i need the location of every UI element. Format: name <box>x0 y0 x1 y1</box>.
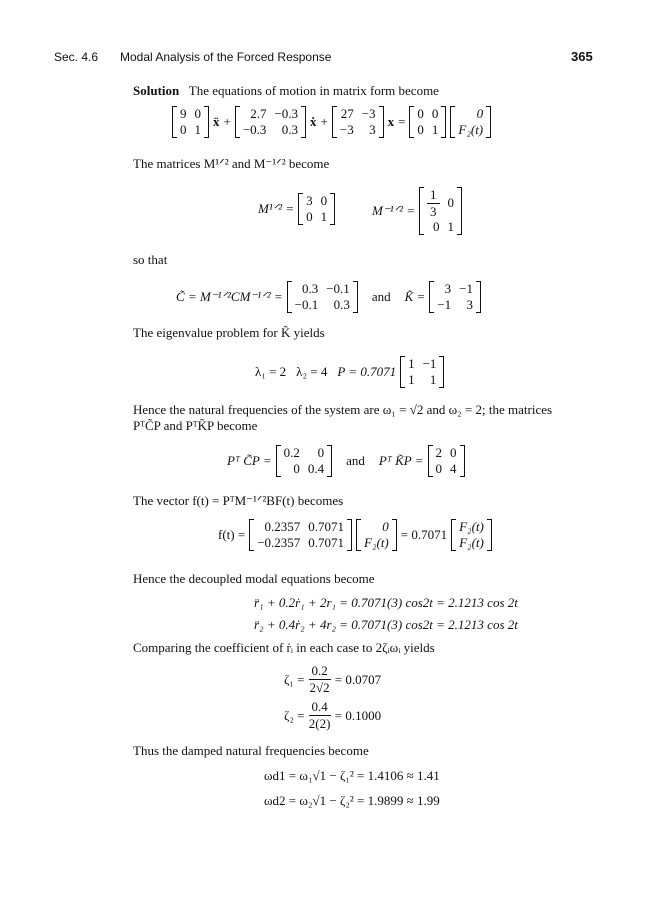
modal-equation-2: r̈₂ + 0.4ṙ₂ + 4r₂ = 0.7071(3) cos2t = 2.1213 cos 2t <box>254 617 518 632</box>
solution-line <box>133 84 439 97</box>
matrices-text: The matrices M¹ᐟ² and M⁻¹ᐟ² become <box>133 156 330 171</box>
compare-text: Comparing the coefficient of ṙᵢ in each case to 2ζᵢωᵢ yields <box>133 640 435 655</box>
m-inv-half-matrix: $\frac{1}{3}$ 0 0 1 <box>419 187 462 235</box>
damped-text: Thus the damped natural frequencies become <box>133 743 369 758</box>
eigenvalue-equation: λ₁ = 2 λ₂ = 4 P = 0.7071 1 −1 1 1 <box>255 356 444 388</box>
damped-frequency-1: ωd1 = ω₁√1 − ζ₁² = 1.4106 ≈ 1.41 <box>264 768 440 783</box>
force-vector-equation: f(t) = 0.2357 0.7071 −0.2357 0.7071 0 F₂(t) = 0.7071 F₂(t) F₂(t) <box>218 519 492 551</box>
force-vector: 0 F₂(t) <box>450 106 491 138</box>
equation-of-motion: 9 0 0 1 ẍ + 2.7 −0.3 −0.3 0.3 ẋ + 27 −3 −3 3 x = 0 0 0 1 0 F₂(t) <box>172 106 491 138</box>
f-input-vector: 0 F₂(t) <box>356 519 397 551</box>
m-half-equation: M¹ᐟ² = 3 0 0 1 <box>258 193 335 225</box>
f-coeff-matrix: 0.2357 0.7071 −0.2357 0.7071 <box>249 519 352 551</box>
c-tilde-equation: C̃ = M⁻¹ᐟ²CM⁻¹ᐟ² = 0.3 −0.1 −0.1 0.3 and K̃ = 3 −1 −1 3 <box>176 281 481 313</box>
c-tilde-matrix: 0.3 −0.1 −0.1 0.3 <box>287 281 358 313</box>
damping-matrix: 2.7 −0.3 −0.3 0.3 <box>235 106 306 138</box>
p-matrix: 1 −1 1 1 <box>400 356 444 388</box>
solution-intro: The equations of motion in matrix form become <box>188 83 439 98</box>
modal-matrices-equation: Pᵀ C̃P = 0.2 0 0 0.4 and Pᵀ K̃P = 2 0 0 4 <box>227 445 465 477</box>
modal-equation-1: r̈₁ + 0.2ṙ₁ + 2r₁ = 0.7071(3) cos2t = 2.1213 cos 2t <box>254 595 518 610</box>
damped-frequency-2: ωd2 = ω₂√1 − ζ₂² = 1.9899 ≈ 1.99 <box>264 793 440 808</box>
zeta2-equation: ζ₂ = $\frac{0.4}{2(2)}$ = 0.1000 <box>284 699 382 731</box>
so-that-text: so that <box>133 252 168 267</box>
hence-frequencies-text: Hence the natural frequencies of the system are ω₁ = √2 and ω₂ = 2; the matrices <box>133 402 553 417</box>
eigenvalue-text: The eigenvalue problem for K̃ yields <box>133 325 325 340</box>
k-tilde-matrix: 3 −1 −1 3 <box>429 281 481 313</box>
solution-label: Solution <box>133 83 180 98</box>
ptkp-matrix: 2 0 0 4 <box>428 445 465 477</box>
ptcp-matrix: 0.2 0 0 0.4 <box>276 445 333 477</box>
mass-matrix: 9 0 0 1 <box>172 106 209 138</box>
f-result-vector: F₂(t) F₂(t) <box>451 519 492 551</box>
m-inv-half-equation: M⁻¹ᐟ² = $\frac{1}{3}$ 0 0 1 <box>372 187 462 235</box>
section-number: Sec. 4.6 <box>54 50 99 64</box>
zeta1-equation: ζ₁ = $\frac{0.2}{2√2}$ = 0.0707 <box>284 663 382 695</box>
page-number: 365 <box>571 49 593 64</box>
m-half-matrix: 3 0 0 1 <box>298 193 335 225</box>
stiffness-matrix: 27 −3 −3 3 <box>332 106 384 138</box>
hence-matrices-text: PᵀC̃P and PᵀK̃P become <box>133 418 258 433</box>
force-matrix: 0 0 0 1 <box>409 106 446 138</box>
section-title: Modal Analysis of the Forced Response <box>120 50 332 64</box>
decoupled-text: Hence the decoupled modal equations become <box>133 571 375 586</box>
vector-text: The vector f(t) = PᵀM⁻¹ᐟ²BF(t) becomes <box>133 493 344 508</box>
